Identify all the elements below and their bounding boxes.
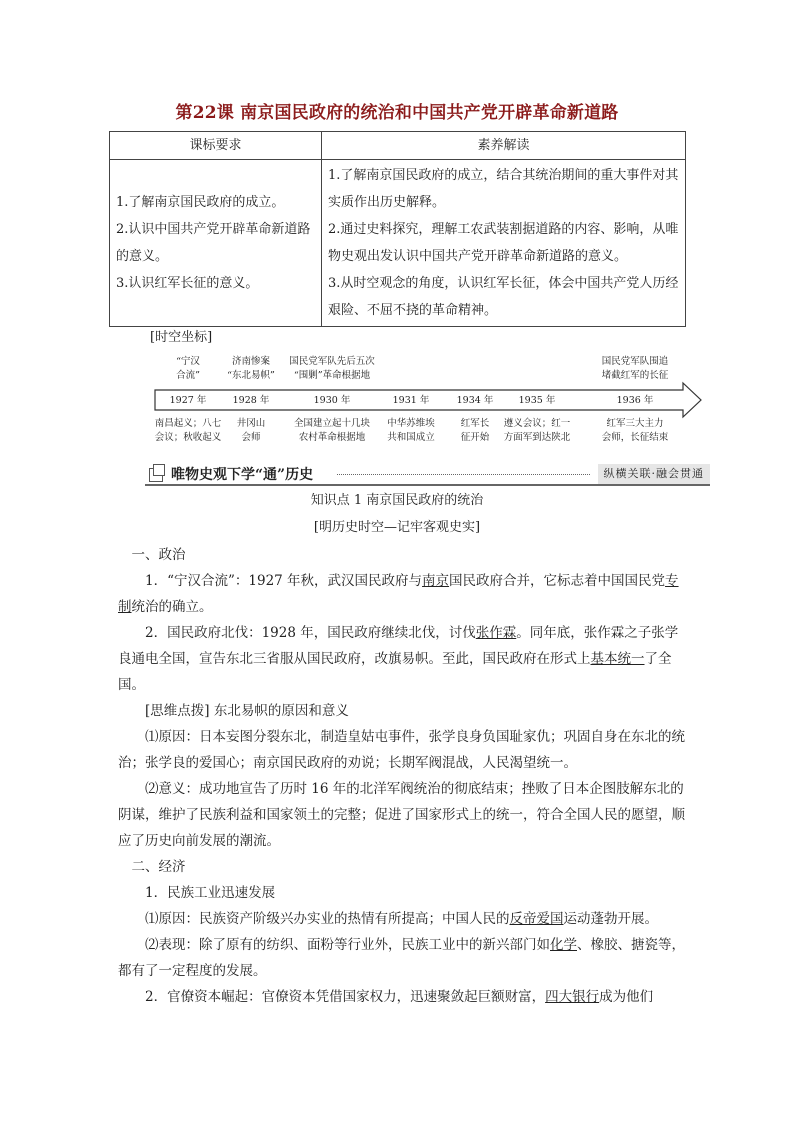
timeline-top-label: 合流” [176,370,200,381]
timeline-top-label: “东北易帜” [227,370,275,381]
knowledge-point-heading: 知识点 1 南京国民政府的统治 [310,493,484,508]
timeline-bottom-label: 会师 [241,432,261,443]
paragraph: 2．官僚资本崛起：官僚资本凭借国家权力，迅速聚敛起巨额财富，四大银行成为他们 [145,989,654,1005]
timeline-diagram [145,350,710,448]
paragraph: ⑵意义：成功地宣告了历时 16 年的北洋军阀统治的彻底结束；挫败了日本企图肢解东北的阴谋，维护了民族利益和国家领土的完整；促进了国家形式上的统一，符合全国人民的愿望，顺应了历史向前发展的潮流。 [118,781,685,849]
timeline-bottom-label: 农村革命根据地 [298,432,366,443]
spacetime-label: [时空坐标] [150,330,213,345]
timeline-bottom-label: 方面军到达陕北 [503,432,571,443]
checkbox-icon [153,464,165,476]
table-header-standards: 课标要求 [110,132,322,160]
curriculum-standards-table [109,131,686,327]
timeline-bottom-label: 会议；秋收起义 [154,432,222,443]
think-heading: [思维点拨] 东北易帜的原因和意义 [145,703,349,719]
timeline-bottom-label: 遵义会议；红一 [503,418,571,429]
timeline-top-label: “围剿”革命根据地 [293,370,371,381]
timeline-year: 1928 年 [232,395,270,406]
body-text [118,542,688,1010]
section-underline [145,484,710,486]
timeline-bottom-label: 中华苏维埃 [387,418,435,429]
paragraph: ⑴原因：民族资产阶级兴办实业的热情有所提高；中国人民的反帝爱国运动蓬勃开展。 [145,911,658,927]
timeline-year: 1927 年 [169,395,207,406]
timeline-year: 1934 年 [456,395,494,406]
timeline-top-label: 国民党军队围追 [601,356,669,367]
timeline-top-label: 堵截红军的长征 [601,370,669,381]
section-header [145,462,710,486]
paragraph: ⑴原因：日本妄图分裂东北，制造皇姑屯事件，张学良身负国耻家仇；巩固自身在东北的统治；张学良的爱国心；南京国民政府的劝说；长期军阀混战，人民渴望统一。 [118,729,685,771]
section-title: 唯物史观下学“通”历史 [171,467,314,483]
standard-item: 2.认识中国共产党开辟革命新道路的意义。 [116,222,311,264]
timeline-bottom-label: 征开始 [460,432,490,443]
page-title: 第22课 南京国民政府的统治和中国共产党开辟革命新道路 [175,103,619,123]
timeline-year: 1930 年 [313,395,351,406]
timeline-year: 1931 年 [392,395,430,406]
standard-item: 1.了解南京国民政府的成立。 [116,195,285,210]
standards-cell [110,160,322,327]
heading-economy: 二、经济 [131,859,186,875]
standard-item: 3.认识红军长征的意义。 [116,276,259,291]
timeline-bottom-label: 会师，长征结束 [601,432,669,443]
timeline-top-label: “宁汉 [176,356,200,367]
heading-politics: 一、政治 [131,547,186,563]
timeline-bottom-label: 全国建立起十几块 [293,418,371,429]
literacy-item: 3.从时空观念的角度，认识红军长征，体会中国共产党人历经艰险、不屈不挠的革命精神。 [328,276,679,318]
timeline-bottom-label: 红军三大主力 [606,418,664,429]
timeline-year: 1935 年 [518,395,556,406]
paragraph: ⑵表现：除了原有的纺织、面粉等行业外，民族工业中的新兴部门如化学、橡胶、搪瓷等，都有了一定程度的发展。 [118,937,685,979]
subheading: [明历史时空—记牢客观史实] [313,520,481,535]
timeline-bottom-label: 南昌起义；八七 [154,418,222,429]
timeline-bottom-label: 共和国成立 [387,432,435,443]
section-tag: 纵横关联·融会贯通 [598,464,711,484]
table-header-literacy: 素养解读 [322,132,686,160]
dotted-divider [337,474,590,475]
literacy-item: 1.了解南京国民政府的成立，结合其统治期间的重大事件对其实质作出历史解释。 [328,168,679,210]
paragraph: 1．“宁汉合流”：1927 年秋，武汉国民政府与南京国民政府合并，它标志着中国国民党专制统治的确立。 [118,573,679,615]
timeline-bottom-label: 红军长 [460,418,490,429]
literacy-item: 2.通过史料探究，理解工农武装割据道路的内容、影响，从唯物史观出发认识中国共产党开辟革命新道路的意义。 [328,222,679,264]
timeline-bottom-label: 井冈山 [236,418,266,429]
paragraph: 1．民族工业迅速发展 [145,885,276,901]
timeline-top-label: 济南惨案 [231,356,271,367]
timeline-top-label: 国民党军队先后五次 [289,356,375,367]
timeline-year: 1936 年 [616,395,654,406]
paragraph: 2．国民政府北伐：1928 年，国民政府继续北伐，讨伐张作霖。同年底，张作霖之子张学良通电全国，宣告东北三省服从国民政府，改旗易帜。至此，国民政府在形式上基本统一了全国。 [118,625,679,693]
literacy-cell [322,160,686,327]
